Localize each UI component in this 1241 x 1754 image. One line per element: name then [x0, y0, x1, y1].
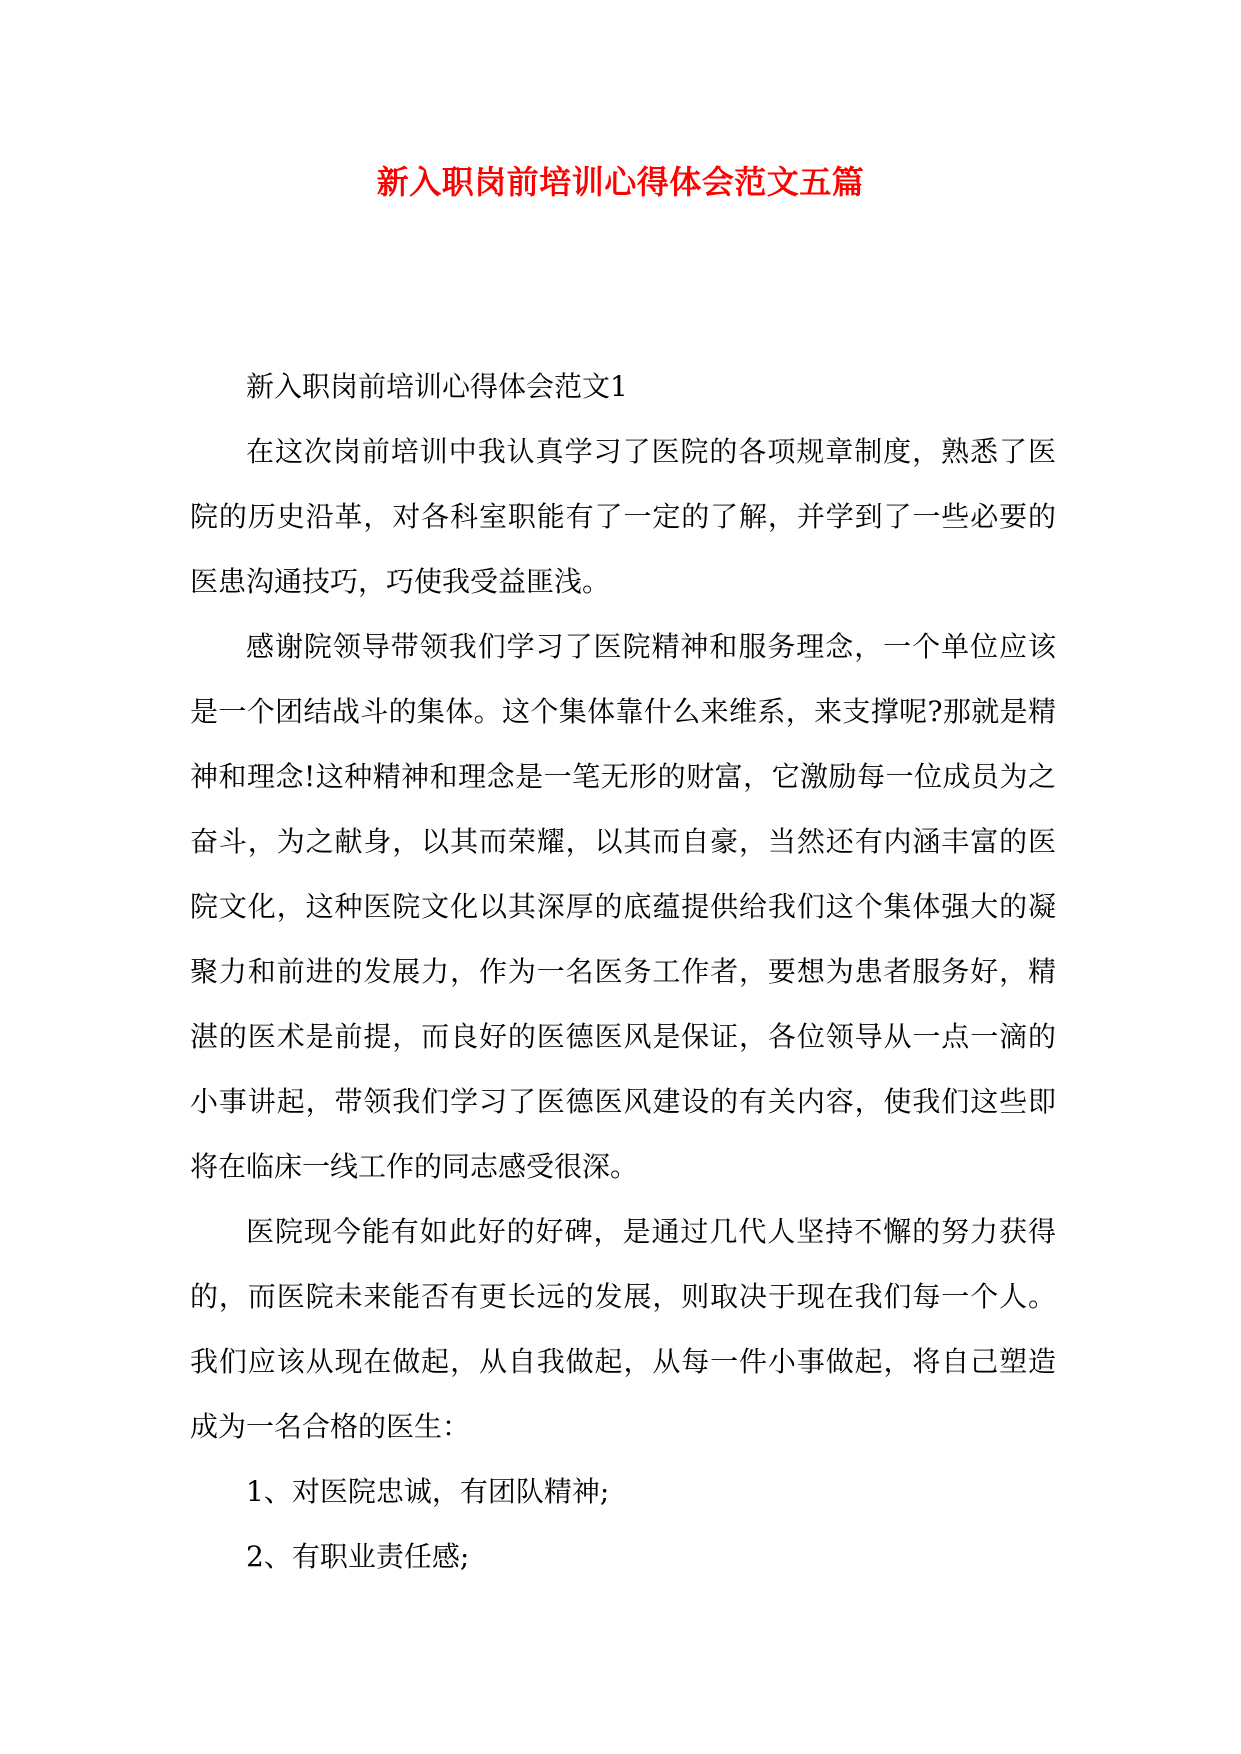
paragraph: 医院现今能有如此好的好碑，是通过几代人坚持不懈的努力获得的，而医院未来能否有更长远的发展，则取决于现在我们每一个人。我们应该从现在做起，从自我做起，从每一件小事做起，将自己塑造成为一名合格的医生： — [190, 1215, 1056, 1443]
document-body — [190, 354, 1056, 1589]
list-item: 2、有职业责任感; — [246, 1540, 470, 1573]
paragraph: 感谢院领导带领我们学习了医院精神和服务理念，一个单位应该是一个团结战斗的集体。这个集体靠什么来维系，来支撑呢?那就是精神和理念!这种精神和理念是一笔无形的财富，它激励每一位成员为之奋斗，为之献身，以其而荣耀，以其而自豪，当然还有内涵丰富的医院文化，这种医院文化以其深厚的底蕴提供给我们这个集体强大的凝聚力和前进的发展力，作为一名医务工作者，要想为患者服务好，精湛的医术是前提，而良好的医德医风是保证，各位领导从一点一滴的小事讲起，带领我们学习了医德医风建设的有关内容，使我们这些即将在临床一线工作的同志感受很深。 — [190, 630, 1056, 1183]
document-title: 新入职岗前培训心得体会范文五篇 — [376, 163, 865, 201]
list-item: 1、对医院忠诚，有团队精神; — [246, 1475, 610, 1508]
section-heading: 新入职岗前培训心得体会范文1 — [246, 370, 628, 403]
paragraph: 在这次岗前培训中我认真学习了医院的各项规章制度，熟悉了医院的历史沿革，对各科室职能有了一定的了解，并学到了一些必要的医患沟通技巧，巧使我受益匪浅。 — [190, 435, 1056, 598]
